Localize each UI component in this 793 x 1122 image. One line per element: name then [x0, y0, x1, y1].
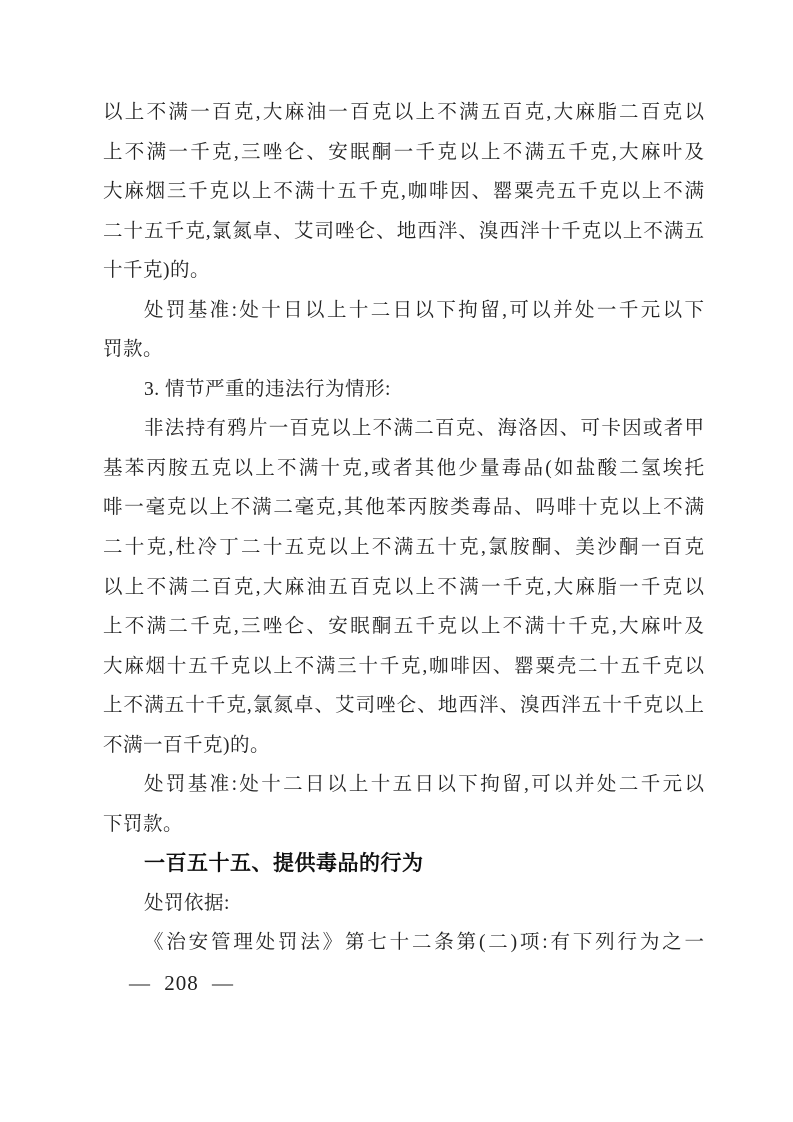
text-line: 3. 情节严重的违法行为情形: — [144, 378, 391, 400]
text-line: 上不满二千克,三唑仑、安眠酮五千克以上不满十千克,大麻叶及 — [103, 616, 704, 638]
text-line: 大麻烟三千克以上不满十五千克,咖啡因、罂粟壳五千克以上不满 — [103, 181, 704, 203]
text-line: 以上不满一百克,大麻油一百克以上不满五百克,大麻脂二百克以 — [103, 102, 704, 123]
text-line: 以上不满二百克,大麻油五百克以上不满一千克,大麻脂一千克以 — [103, 576, 704, 598]
text-line: 上不满一千克,三唑仑、安眠酮一千克以上不满五千克,大麻叶及 — [103, 141, 704, 163]
text-line: 罚款。 — [103, 339, 164, 361]
text-line: 处罚基准:处十二日以上十五日以下拘留,可以并处二千元以 — [144, 774, 704, 796]
text-line: 大麻烟十五千克以上不满三十千克,咖啡因、罂粟壳二十五千克以 — [103, 655, 704, 677]
text-line: 二十五千克,氯氮卓、艾司唑仑、地西泮、溴西泮十千克以上不满五 — [103, 220, 704, 242]
text-line: 下罚款。 — [103, 813, 184, 835]
page-footer — [129, 968, 234, 998]
section-heading: 一百五十五、提供毒品的行为 — [144, 852, 424, 876]
page-number: — 208 — — [129, 971, 234, 995]
text-line: 上不满五十千克,氯氮卓、艾司唑仑、地西泮、溴西泮五十千克以上 — [103, 695, 704, 717]
text-line: 《治安管理处罚法》第七十二条第(二)项:有下列行为之一 — [144, 932, 704, 954]
text-line: 非法持有鸦片一百克以上不满二百克、海洛因、可卡因或者甲 — [144, 418, 704, 440]
page-body-text — [103, 93, 704, 963]
text-line: 处罚基准:处十日以上十二日以下拘留,可以并处一千元以下 — [144, 299, 704, 321]
text-line: 十千克)的。 — [103, 260, 210, 282]
text-line: 啡一毫克以上不满二毫克,其他苯丙胺类毒品、吗啡十克以上不满 — [103, 497, 704, 519]
text-line: 不满一百千克)的。 — [103, 734, 270, 756]
text-line: 基苯丙胺五克以上不满十克,或者其他少量毒品(如盐酸二氢埃托 — [103, 457, 704, 479]
text-line: 二十克,杜冷丁二十五克以上不满五十克,氯胺酮、美沙酮一百克 — [103, 537, 704, 559]
text-line: 处罚依据: — [144, 892, 230, 914]
